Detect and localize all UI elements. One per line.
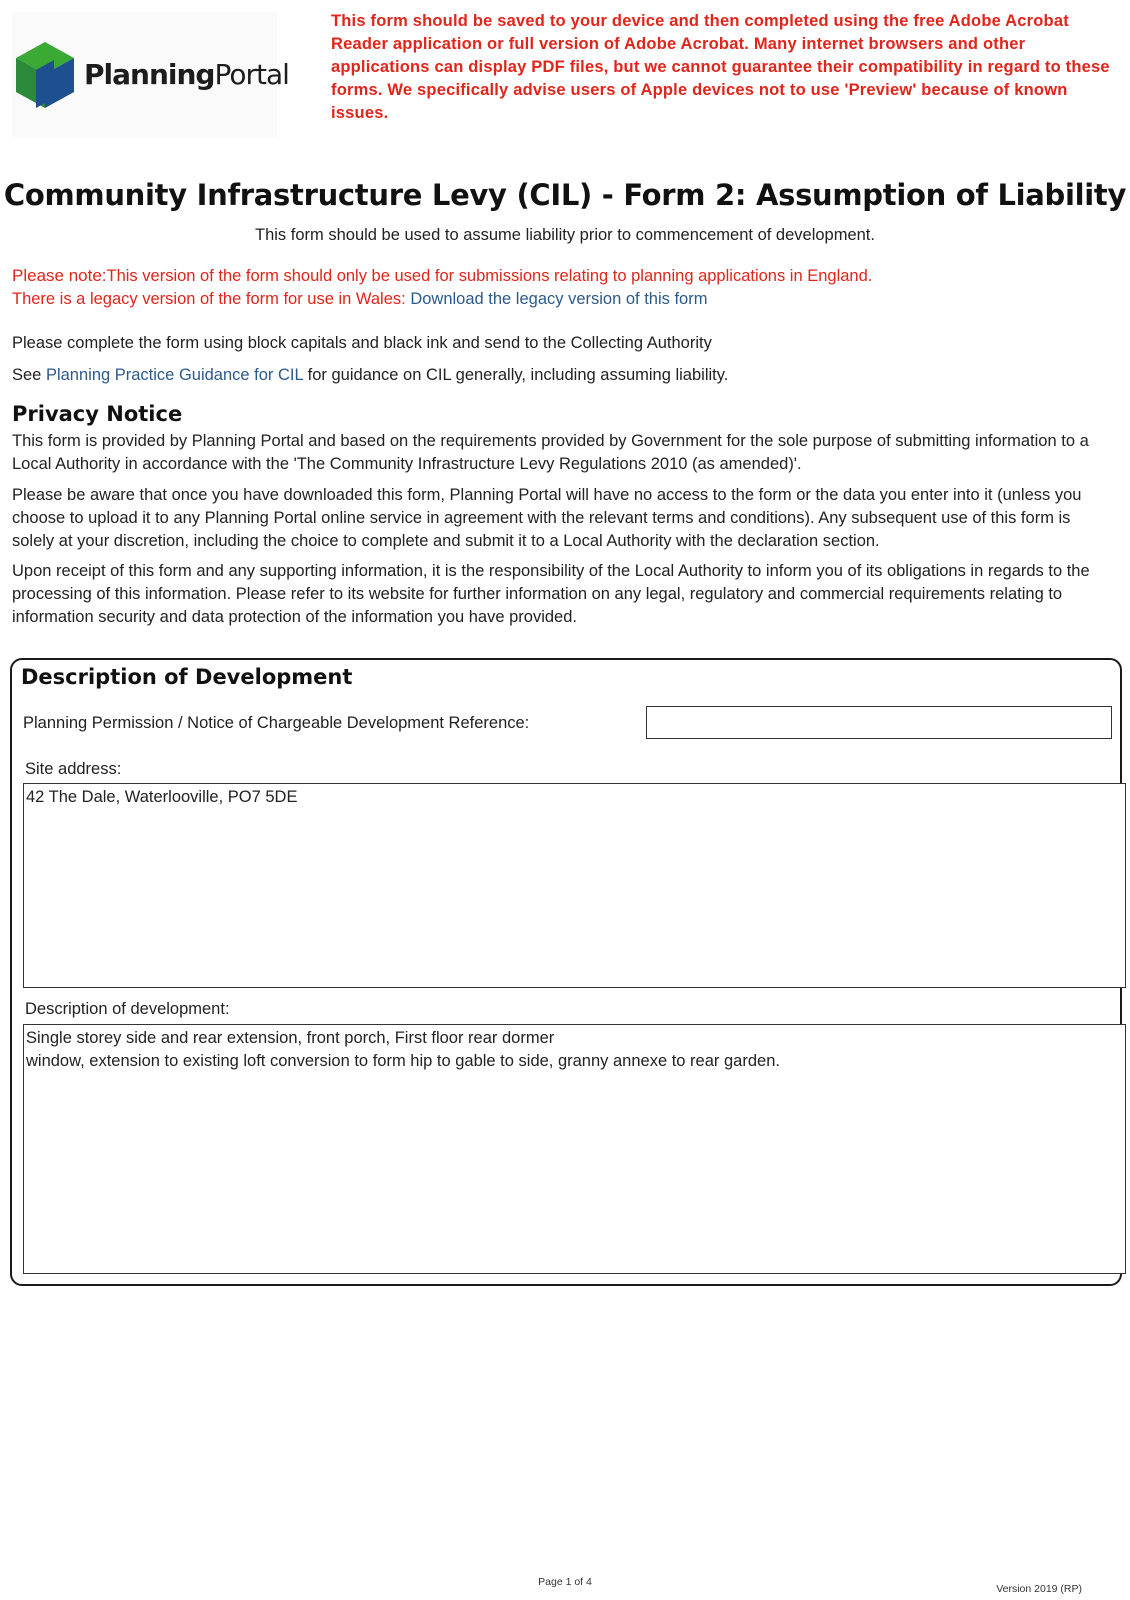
reference-label: Planning Permission / Notice of Chargeable Development Reference:	[23, 714, 530, 732]
description-field[interactable]: Single storey side and rear extension, front porch, First floor rear dormer window, extension to existing loft conversion to form hip to gable to side, granny annexe to rear garden.	[23, 1024, 1126, 1274]
site-address-label: Site address:	[25, 760, 122, 778]
england-note	[12, 264, 872, 311]
logo-text-light: Portal	[214, 58, 289, 91]
description-label: Description of development:	[25, 1000, 230, 1018]
privacy-paragraph-3: Upon receipt of this form and any supporting information, it is the responsibility of the Local Authority to inform you of its obligations in regards to the processing of this information. Please refer to its website for further information on any legal, regulatory and commercial requirements relating to information security and data protection of the information you have provided.	[12, 562, 1090, 626]
logo	[12, 12, 289, 137]
page-title: Community Infrastructure Levy (CIL) - Form 2: Assumption of Liability	[3, 178, 1127, 212]
privacy-heading: Privacy Notice	[12, 402, 183, 426]
page-number: Page 1 of 4	[538, 1576, 592, 1588]
logo-text	[84, 58, 289, 91]
site-address-field[interactable]: 42 The Dale, Waterlooville, PO7 5DE	[23, 783, 1126, 988]
section-heading: Description of Development	[21, 665, 353, 689]
note-label: Please note:	[12, 266, 107, 285]
privacy-paragraph-1: This form is provided by Planning Portal and based on the requirements provided by Government for the sole purpose of submitting information to a Local Authority in accordance with the 'The Community Infrastructure Levy Regulations 2010 (as amended)'.	[12, 432, 1089, 473]
compatibility-warning: This form should be saved to your device and then completed using the free Adobe Acrobat Reader application or full version of Adobe Acrobat. Many internet browsers and other applications can display PDF files, but we cannot guarantee their compatibility in regard to these forms. We specifically advise users of Apple devices not to use 'Preview' because of known issues.	[331, 12, 1110, 122]
privacy-paragraph-2: Please be aware that once you have downloaded this form, Planning Portal will have no access to the form or the data you enter into it (unless you choose to upload it to any Planning Portal online service in agreement with the relevant terms and conditions). Any subsequent use of this form is solely at your discretion, including the choice to complete and submit it to a Local Authority with the declaration section.	[12, 486, 1082, 550]
legacy-form-link[interactable]: Download the legacy version of this form	[410, 290, 708, 308]
note-line-2: There is a legacy version of the form for use in Wales:	[12, 290, 411, 308]
guidance-instructions	[12, 364, 1117, 387]
see-suffix: for guidance on CIL generally, including assuming liability.	[303, 366, 729, 384]
see-prefix: See	[12, 366, 46, 384]
description-of-development-section	[10, 658, 1122, 1286]
page-subtitle: This form should be used to assume liability prior to commencement of development.	[255, 226, 875, 244]
planning-portal-logo-icon	[14, 40, 76, 110]
guidance-link[interactable]: Planning Practice Guidance for CIL	[45, 366, 304, 384]
reference-field[interactable]	[646, 706, 1112, 739]
note-line-1: This version of the form should only be used for submissions relating to planning applications in England.	[106, 267, 873, 285]
version-label: Version 2019 (RP)	[996, 1583, 1082, 1595]
complete-instructions: Please complete the form using block capitals and black ink and send to the Collecting Authority	[12, 334, 712, 352]
logo-text-bold: Planning	[84, 58, 215, 91]
